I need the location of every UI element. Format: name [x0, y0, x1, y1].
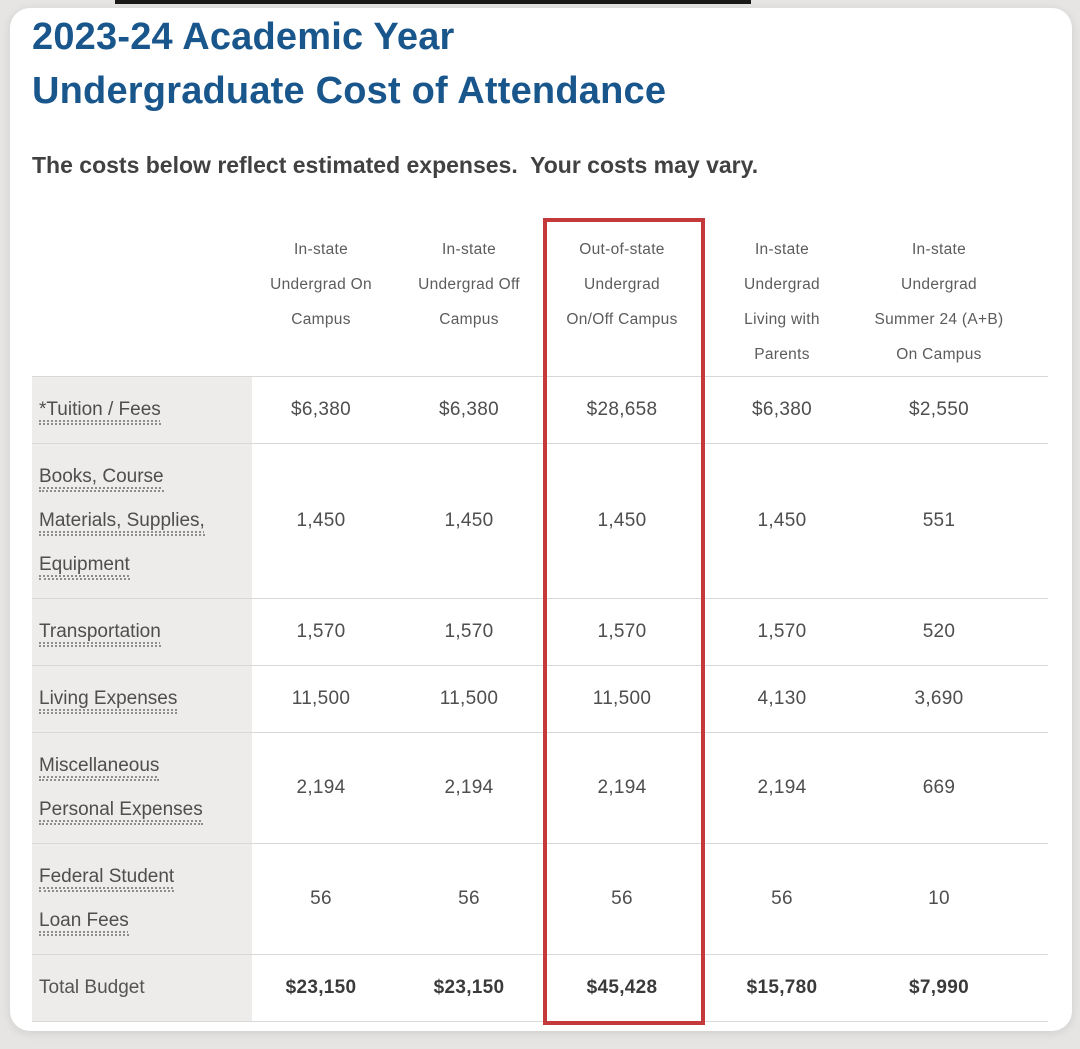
cost-value-cell: 1,570: [757, 621, 807, 642]
cropped-top-bar: [115, 0, 751, 4]
column-header-line: In-state: [441, 241, 497, 258]
cost-value-cell: $2,550: [909, 399, 969, 420]
cost-value-cell: 1,450: [757, 510, 807, 531]
column-header-line: In-state: [293, 241, 349, 258]
row-label-cell: [32, 599, 252, 666]
cost-value-cell: 56: [611, 888, 633, 909]
page-title-line-2: Undergraduate Cost of Attendance: [32, 70, 667, 112]
column-header-line: Out-of-state: [579, 241, 665, 258]
cost-value-cell: 2,194: [757, 777, 807, 798]
column-header-line: Undergrad On: [270, 276, 372, 293]
row-label-cell: [32, 666, 252, 733]
row-label-wrap: [39, 855, 217, 943]
cost-value-cell: 11,500: [439, 688, 499, 709]
column-header-out-of-state-undergrad-on-off-campus: [548, 216, 696, 377]
page-title: [32, 10, 1048, 118]
row-label-wrap: [39, 966, 217, 1010]
row-right-spacer: [1010, 733, 1048, 844]
column-header-line: Undergrad: [901, 276, 977, 293]
page-title-line-1: 2023-24 Academic Year: [32, 16, 455, 58]
row-label-link[interactable]: Miscellaneous Personal Expenses: [39, 755, 203, 825]
cost-value-cell: 56: [771, 888, 793, 909]
row-label-link[interactable]: Federal Student Loan Fees: [39, 866, 174, 936]
column-header-line: Parents: [754, 346, 810, 363]
cost-value-cell: $28,658: [586, 399, 658, 420]
cost-value-cell: 1,450: [597, 510, 647, 531]
row-right-spacer: [1010, 955, 1048, 1022]
cost-value-cell: $15,780: [746, 977, 818, 998]
column-header-in-state-undergrad-summer-24-on-campus: [868, 216, 1010, 377]
cost-value-cell: 1,450: [444, 510, 494, 531]
cost-value-cell: $7,990: [909, 977, 969, 998]
column-header-line: On Campus: [896, 346, 982, 363]
cost-value-cell: 10: [928, 888, 950, 909]
cost-value-cell: 1,570: [296, 621, 346, 642]
cost-value-cell: 11,500: [592, 688, 652, 709]
row-label-wrap: [39, 388, 217, 432]
column-header-in-state-undergrad-on-campus: [252, 216, 390, 377]
cost-table-wrap: [32, 216, 1048, 1022]
row-label-wrap: [39, 455, 217, 587]
cost-value-cell: $6,380: [291, 399, 351, 420]
table-row: [32, 444, 1048, 599]
column-header-line: Undergrad Off: [418, 276, 520, 293]
cost-value-cell: 551: [922, 510, 956, 531]
row-label-cell: [32, 444, 252, 599]
cost-value-cell: 1,450: [296, 510, 346, 531]
row-label-cell: [32, 955, 252, 1022]
column-header-line: On/Off Campus: [566, 311, 678, 328]
row-right-spacer: [1010, 666, 1048, 733]
header-right-spacer: [1010, 216, 1048, 377]
row-label-link[interactable]: Transportation: [39, 621, 161, 647]
table-row: [32, 377, 1048, 444]
column-header-line: Undergrad: [744, 276, 820, 293]
row-right-spacer: [1010, 444, 1048, 599]
table-row: [32, 666, 1048, 733]
column-header-line: Campus: [291, 311, 351, 328]
cost-value-cell: 11,500: [291, 688, 351, 709]
cost-of-attendance-table: [32, 216, 1048, 1022]
cost-value-cell: 2,194: [597, 777, 647, 798]
cost-value-cell: 56: [310, 888, 332, 909]
cost-value-cell: 56: [458, 888, 480, 909]
cost-value-cell: $23,150: [285, 977, 357, 998]
row-label-cell: [32, 377, 252, 444]
cost-value-cell: 520: [922, 621, 956, 642]
row-label-wrap: [39, 744, 217, 832]
row-right-spacer: [1010, 599, 1048, 666]
column-header-line: Living with: [744, 311, 820, 328]
cost-value-cell: 2,194: [296, 777, 346, 798]
column-header-line: In-state: [911, 241, 967, 258]
row-label-link[interactable]: Living Expenses: [39, 688, 177, 714]
cost-value-cell: 3,690: [914, 688, 964, 709]
row-label-text: Total Budget: [39, 977, 145, 998]
header-label-spacer: [32, 216, 252, 377]
row-label-wrap: [39, 610, 217, 654]
column-header-line: Undergrad: [584, 276, 660, 293]
cost-value-cell: 4,130: [757, 688, 807, 709]
cost-value-cell: 2,194: [444, 777, 494, 798]
cost-value-cell: $45,428: [586, 977, 658, 998]
column-header-line: Campus: [439, 311, 499, 328]
row-label-link[interactable]: *Tuition / Fees: [39, 399, 161, 425]
table-row: [32, 599, 1048, 666]
column-header-in-state-undergrad-off-campus: [390, 216, 548, 377]
table-header: [32, 216, 1048, 377]
table-row: [32, 844, 1048, 955]
row-label-cell: [32, 733, 252, 844]
row-label-link[interactable]: Books, Course Materials, Supplies, Equipment: [39, 466, 205, 580]
column-header-line: Summer 24 (A+B): [874, 311, 1004, 328]
cost-value-cell: 669: [922, 777, 956, 798]
cost-value-cell: 1,570: [444, 621, 494, 642]
row-label-cell: [32, 844, 252, 955]
column-header-line: In-state: [754, 241, 810, 258]
cost-value-cell: $6,380: [752, 399, 812, 420]
table-row: [32, 955, 1048, 1022]
cost-value-cell: $23,150: [433, 977, 505, 998]
row-right-spacer: [1010, 844, 1048, 955]
page-subtitle: The costs below reflect estimated expenses. Your costs may vary.: [32, 152, 759, 178]
table-row: [32, 733, 1048, 844]
row-label-wrap: [39, 677, 217, 721]
cost-value-cell: $6,380: [439, 399, 499, 420]
column-header-in-state-undergrad-living-with-parents: [696, 216, 868, 377]
content-card: [10, 8, 1072, 1031]
cost-value-cell: 1,570: [597, 621, 647, 642]
row-right-spacer: [1010, 377, 1048, 444]
